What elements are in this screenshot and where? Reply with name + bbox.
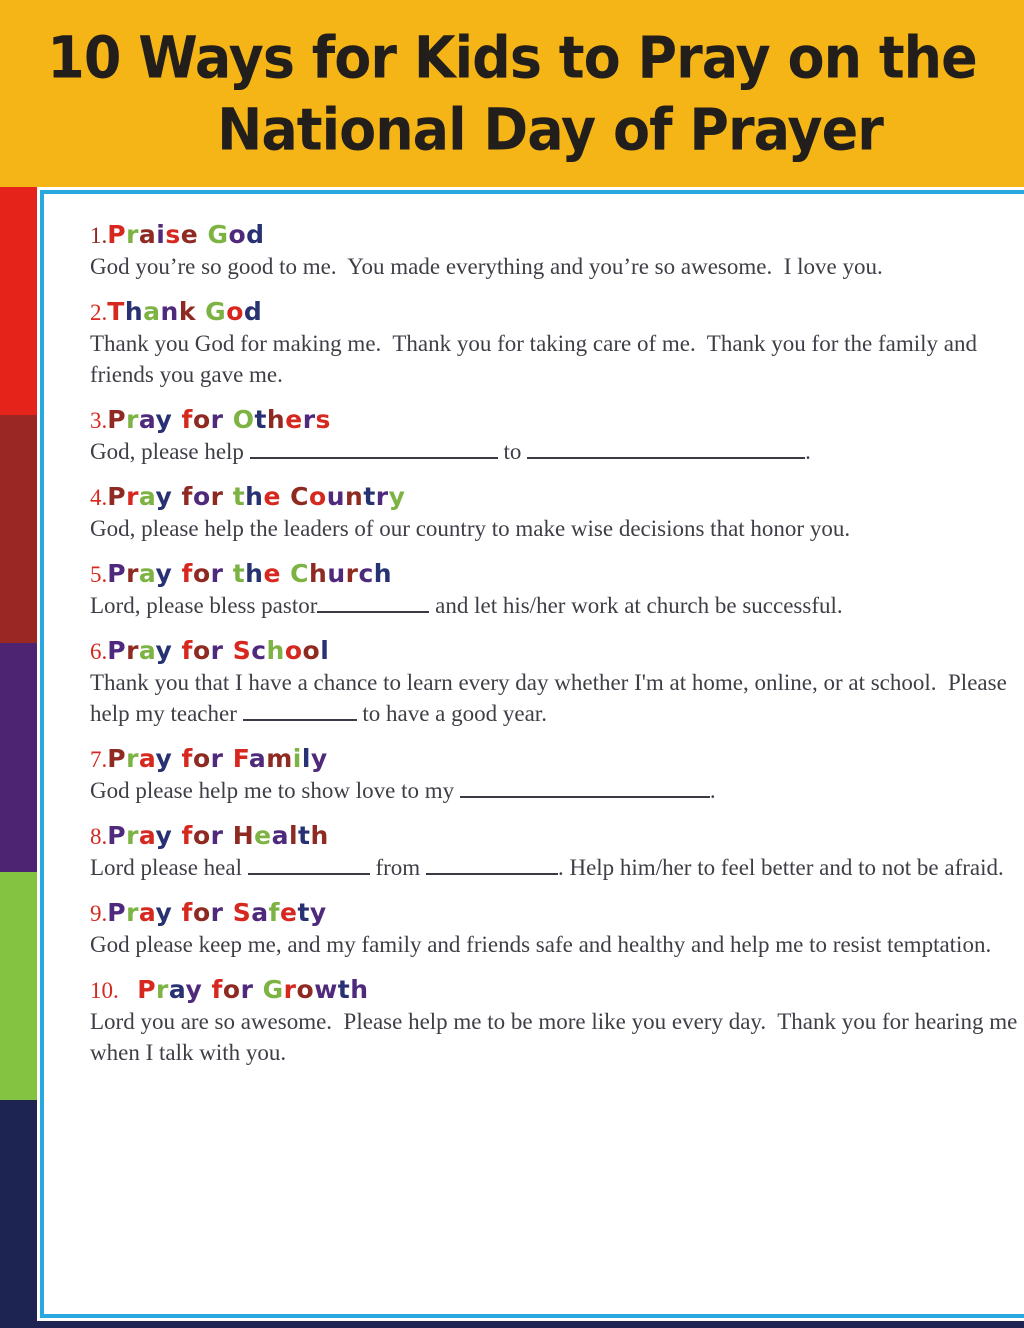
- heading-letter: r: [210, 482, 224, 511]
- heading-letter: f: [181, 744, 193, 773]
- heading-letter: o: [296, 975, 315, 1004]
- item-number: 3.: [90, 408, 108, 433]
- heading-letter: P: [107, 744, 127, 773]
- heading-letter: o: [192, 559, 211, 588]
- heading-letter: o: [302, 636, 321, 665]
- item-heading: [90, 559, 1024, 590]
- heading-letter: r: [126, 405, 139, 434]
- heading-letter: [172, 821, 181, 850]
- body-text-segment: to have a good year.: [356, 701, 547, 726]
- heading-letter: r: [240, 975, 254, 1004]
- heading-letter: e: [263, 482, 281, 511]
- heading-letter: [172, 559, 181, 588]
- heading-letter: o: [192, 482, 211, 511]
- heading-letter: C: [290, 559, 309, 588]
- prayer-item-10: [90, 975, 1024, 1068]
- heading-letter: G: [205, 297, 227, 326]
- heading-letter: f: [268, 898, 280, 927]
- heading-letter: r: [156, 975, 169, 1004]
- heading-letter: r: [126, 559, 139, 588]
- heading-letter: f: [181, 898, 193, 927]
- heading-letter: a: [143, 297, 161, 326]
- fill-in-blank: [317, 611, 429, 613]
- heading-letter: o: [309, 482, 327, 511]
- heading-letter: s: [165, 220, 181, 249]
- body-text-segment: God please keep me, and my family and friends safe and healthy and help me to resist temptation.: [90, 932, 992, 957]
- heading-letter: [223, 482, 232, 511]
- heading-letter: t: [298, 821, 311, 850]
- heading-letter: f: [181, 482, 193, 511]
- heading-letter: H: [232, 821, 255, 850]
- item-body-text: [90, 775, 1024, 806]
- heading-letter: r: [345, 559, 359, 588]
- heading-letter: P: [137, 975, 157, 1004]
- heading-letter: [223, 559, 232, 588]
- heading-letter: h: [245, 559, 264, 588]
- heading-letter: y: [310, 744, 328, 773]
- heading-letter: y: [309, 898, 327, 927]
- heading-letter: a: [138, 405, 156, 434]
- item-heading: [90, 975, 1024, 1006]
- heading-letter: [223, 636, 232, 665]
- heading-letter: t: [232, 482, 246, 511]
- heading-letter: P: [107, 482, 127, 511]
- item-body-text: [90, 1006, 1024, 1068]
- page-title-line-1: 10 Ways for Kids to Pray on the: [47, 22, 977, 91]
- heading-letter: i: [292, 744, 302, 773]
- heading-letter: c: [358, 559, 374, 588]
- heading-letter: t: [297, 898, 310, 927]
- heading-letter: h: [350, 975, 369, 1004]
- heading-letter: r: [126, 898, 139, 927]
- heading-letter: o: [192, 821, 211, 850]
- heading-letter: r: [126, 220, 139, 249]
- heading-letter: y: [155, 744, 173, 773]
- heading-letter: a: [138, 636, 156, 665]
- item-number: 9.: [90, 901, 108, 926]
- heading-letter: o: [284, 636, 303, 665]
- heading-letter: S: [232, 898, 252, 927]
- fill-in-blank: [426, 873, 558, 875]
- item-heading: [90, 744, 1024, 775]
- heading-letter: P: [107, 405, 127, 434]
- item-body-text: [90, 929, 1024, 960]
- heading-letter: e: [285, 405, 303, 434]
- heading-letter: o: [192, 405, 211, 434]
- heading-letter: y: [155, 405, 173, 434]
- heading-letter: e: [263, 559, 281, 588]
- heading-letter: r: [126, 744, 139, 773]
- heading-letter: d: [243, 297, 263, 326]
- item-body-text: [90, 436, 1024, 467]
- body-text-segment: God, please help the leaders of our country to make wise decisions that honor you.: [90, 516, 851, 541]
- heading-letter: o: [192, 636, 211, 665]
- body-text-segment: .: [805, 439, 811, 464]
- body-text-segment: Lord you are so awesome. Please help me to be more like you every day. Thank you for hearing me when I talk with you.: [90, 1009, 1024, 1065]
- body-text-segment: Thank you God for making me. Thank you for taking care of me. Thank you for the family and friends you gave me.: [90, 331, 983, 387]
- heading-letter: n: [345, 482, 364, 511]
- heading-letter: [281, 559, 290, 588]
- heading-letter: T: [107, 297, 125, 326]
- heading-letter: e: [180, 220, 199, 249]
- heading-letter: m: [266, 744, 293, 773]
- heading-letter: P: [107, 220, 127, 249]
- heading-letter: [172, 898, 181, 927]
- heading-letter: r: [126, 636, 139, 665]
- heading-letter: o: [192, 744, 211, 773]
- prayer-item-5: [90, 559, 1024, 621]
- heading-letter: a: [138, 559, 156, 588]
- item-heading: [90, 405, 1024, 436]
- heading-letter: f: [181, 821, 193, 850]
- heading-letter: a: [138, 482, 156, 511]
- item-number: 6.: [90, 639, 108, 664]
- item-heading: [90, 821, 1024, 852]
- heading-letter: [172, 636, 181, 665]
- heading-letter: f: [181, 559, 193, 588]
- heading-letter: h: [245, 482, 264, 511]
- heading-letter: O: [232, 405, 255, 434]
- heading-letter: [172, 482, 181, 511]
- heading-letter: h: [266, 405, 286, 434]
- heading-letter: o: [222, 975, 241, 1004]
- body-text-segment: .: [709, 778, 716, 803]
- body-text-segment: Thank you that I have a chance to learn every day whether I'm at home, online, or at school. Please help my teacher: [90, 670, 1013, 726]
- item-heading: [90, 482, 1024, 513]
- item-number: 7.: [90, 747, 108, 772]
- item-body-text: [90, 328, 1024, 390]
- heading-letter: r: [283, 975, 297, 1004]
- heading-letter: l: [301, 744, 311, 773]
- body-text-segment: . Help him/her to feel better and to not be afraid.: [557, 855, 1004, 880]
- heading-letter: h: [124, 297, 144, 326]
- fill-in-blank: [460, 796, 710, 798]
- body-text-segment: Lord please heal: [90, 855, 248, 880]
- heading-letter: r: [210, 559, 224, 588]
- heading-letter: f: [211, 975, 223, 1004]
- heading-letter: o: [192, 898, 211, 927]
- item-number: 1.: [90, 223, 108, 248]
- fill-in-blank: [250, 457, 498, 459]
- prayer-item-4: [90, 482, 1024, 544]
- heading-letter: [223, 405, 232, 434]
- item-heading: [90, 220, 1024, 251]
- heading-letter: P: [107, 636, 127, 665]
- heading-letter: [223, 898, 232, 927]
- items-list: [90, 220, 1024, 1068]
- item-number: 10.: [90, 978, 119, 1003]
- heading-letter: h: [266, 636, 285, 665]
- heading-letter: s: [315, 405, 331, 434]
- heading-letter: r: [210, 821, 224, 850]
- heading-letter: y: [155, 559, 173, 588]
- heading-letter: G: [262, 975, 284, 1004]
- heading-letter: l: [320, 636, 330, 665]
- heading-letter: o: [228, 220, 247, 249]
- heading-letter: t: [363, 482, 376, 511]
- item-body-text: [90, 667, 1024, 729]
- heading-letter: P: [107, 898, 127, 927]
- heading-letter: a: [168, 975, 186, 1004]
- heading-letter: i: [156, 220, 166, 249]
- heading-letter: d: [246, 220, 265, 249]
- heading-letter: P: [107, 559, 127, 588]
- item-body-text: [90, 251, 1024, 282]
- heading-letter: [281, 482, 290, 511]
- heading-letter: t: [254, 405, 267, 434]
- heading-letter: C: [290, 482, 309, 511]
- item-body-text: [90, 852, 1024, 883]
- heading-letter: r: [126, 821, 139, 850]
- heading-letter: y: [155, 821, 173, 850]
- item-number: 5.: [90, 562, 108, 587]
- heading-letter: t: [232, 559, 246, 588]
- title-banner: [0, 0, 1024, 187]
- body-text-segment: God you’re so good to me. You made everything and you’re so awesome. I love you.: [90, 254, 883, 279]
- heading-letter: a: [138, 744, 156, 773]
- body-text-segment: from: [369, 855, 426, 880]
- heading-letter: l: [288, 821, 299, 850]
- heading-letter: e: [279, 898, 298, 927]
- prayer-item-7: [90, 744, 1024, 806]
- heading-letter: [223, 744, 232, 773]
- heading-letter: [119, 975, 128, 1004]
- heading-letter: y: [155, 636, 173, 665]
- heading-letter: P: [107, 821, 127, 850]
- content-panel: [40, 190, 1024, 1318]
- prayer-item-2: [90, 297, 1024, 390]
- heading-letter: o: [226, 297, 244, 326]
- heading-letter: [223, 821, 232, 850]
- heading-letter: y: [155, 898, 173, 927]
- heading-letter: a: [251, 898, 269, 927]
- body-text-segment: to: [497, 439, 528, 464]
- heading-letter: f: [181, 405, 193, 434]
- heading-letter: [128, 975, 137, 1004]
- fill-in-blank: [243, 719, 357, 721]
- item-heading: [90, 636, 1024, 667]
- heading-letter: e: [254, 821, 272, 850]
- heading-letter: u: [327, 559, 346, 588]
- prayer-item-6: [90, 636, 1024, 729]
- page-title-line-2: National Day of Prayer: [217, 94, 883, 163]
- heading-letter: [172, 405, 181, 434]
- heading-letter: h: [309, 559, 328, 588]
- heading-letter: w: [314, 975, 338, 1004]
- heading-letter: r: [210, 405, 224, 434]
- heading-letter: u: [326, 482, 345, 511]
- item-number: 2.: [90, 300, 108, 325]
- heading-letter: a: [248, 744, 267, 773]
- fill-in-blank: [248, 873, 370, 875]
- item-body-text: [90, 590, 1024, 621]
- heading-letter: [172, 744, 181, 773]
- heading-letter: r: [302, 405, 316, 434]
- heading-letter: y: [185, 975, 203, 1004]
- prayer-item-3: [90, 405, 1024, 467]
- heading-letter: r: [210, 636, 224, 665]
- heading-letter: f: [181, 636, 193, 665]
- heading-letter: k: [178, 297, 196, 326]
- fill-in-blank: [527, 457, 805, 459]
- heading-letter: y: [388, 482, 406, 511]
- heading-letter: [253, 975, 262, 1004]
- heading-letter: G: [207, 220, 229, 249]
- heading-letter: y: [155, 482, 173, 511]
- heading-letter: a: [271, 821, 289, 850]
- item-number: 8.: [90, 824, 108, 849]
- body-text-segment: Lord, please bless pastor: [90, 593, 318, 618]
- heading-letter: c: [251, 636, 267, 665]
- body-text-segment: God please help me to show love to my: [90, 778, 460, 803]
- heading-letter: r: [210, 898, 224, 927]
- heading-letter: t: [337, 975, 351, 1004]
- item-number: 4.: [90, 485, 108, 510]
- prayer-item-8: [90, 821, 1024, 883]
- prayer-item-9: [90, 898, 1024, 960]
- heading-letter: h: [373, 559, 393, 588]
- body-text-segment: and let his/her work at church be successful.: [429, 593, 843, 618]
- prayer-item-1: [90, 220, 1024, 282]
- heading-letter: F: [232, 744, 249, 773]
- heading-letter: r: [210, 744, 224, 773]
- heading-letter: [196, 297, 205, 326]
- body-text-segment: God, please help: [90, 439, 250, 464]
- item-heading: [90, 898, 1024, 929]
- item-body-text: [90, 513, 1024, 544]
- heading-letter: n: [160, 297, 179, 326]
- heading-letter: S: [232, 636, 252, 665]
- heading-letter: a: [138, 898, 156, 927]
- heading-letter: r: [126, 482, 139, 511]
- heading-letter: a: [138, 220, 157, 249]
- item-heading: [90, 297, 1024, 328]
- heading-letter: r: [375, 482, 389, 511]
- heading-letter: a: [138, 821, 156, 850]
- heading-letter: h: [310, 821, 329, 850]
